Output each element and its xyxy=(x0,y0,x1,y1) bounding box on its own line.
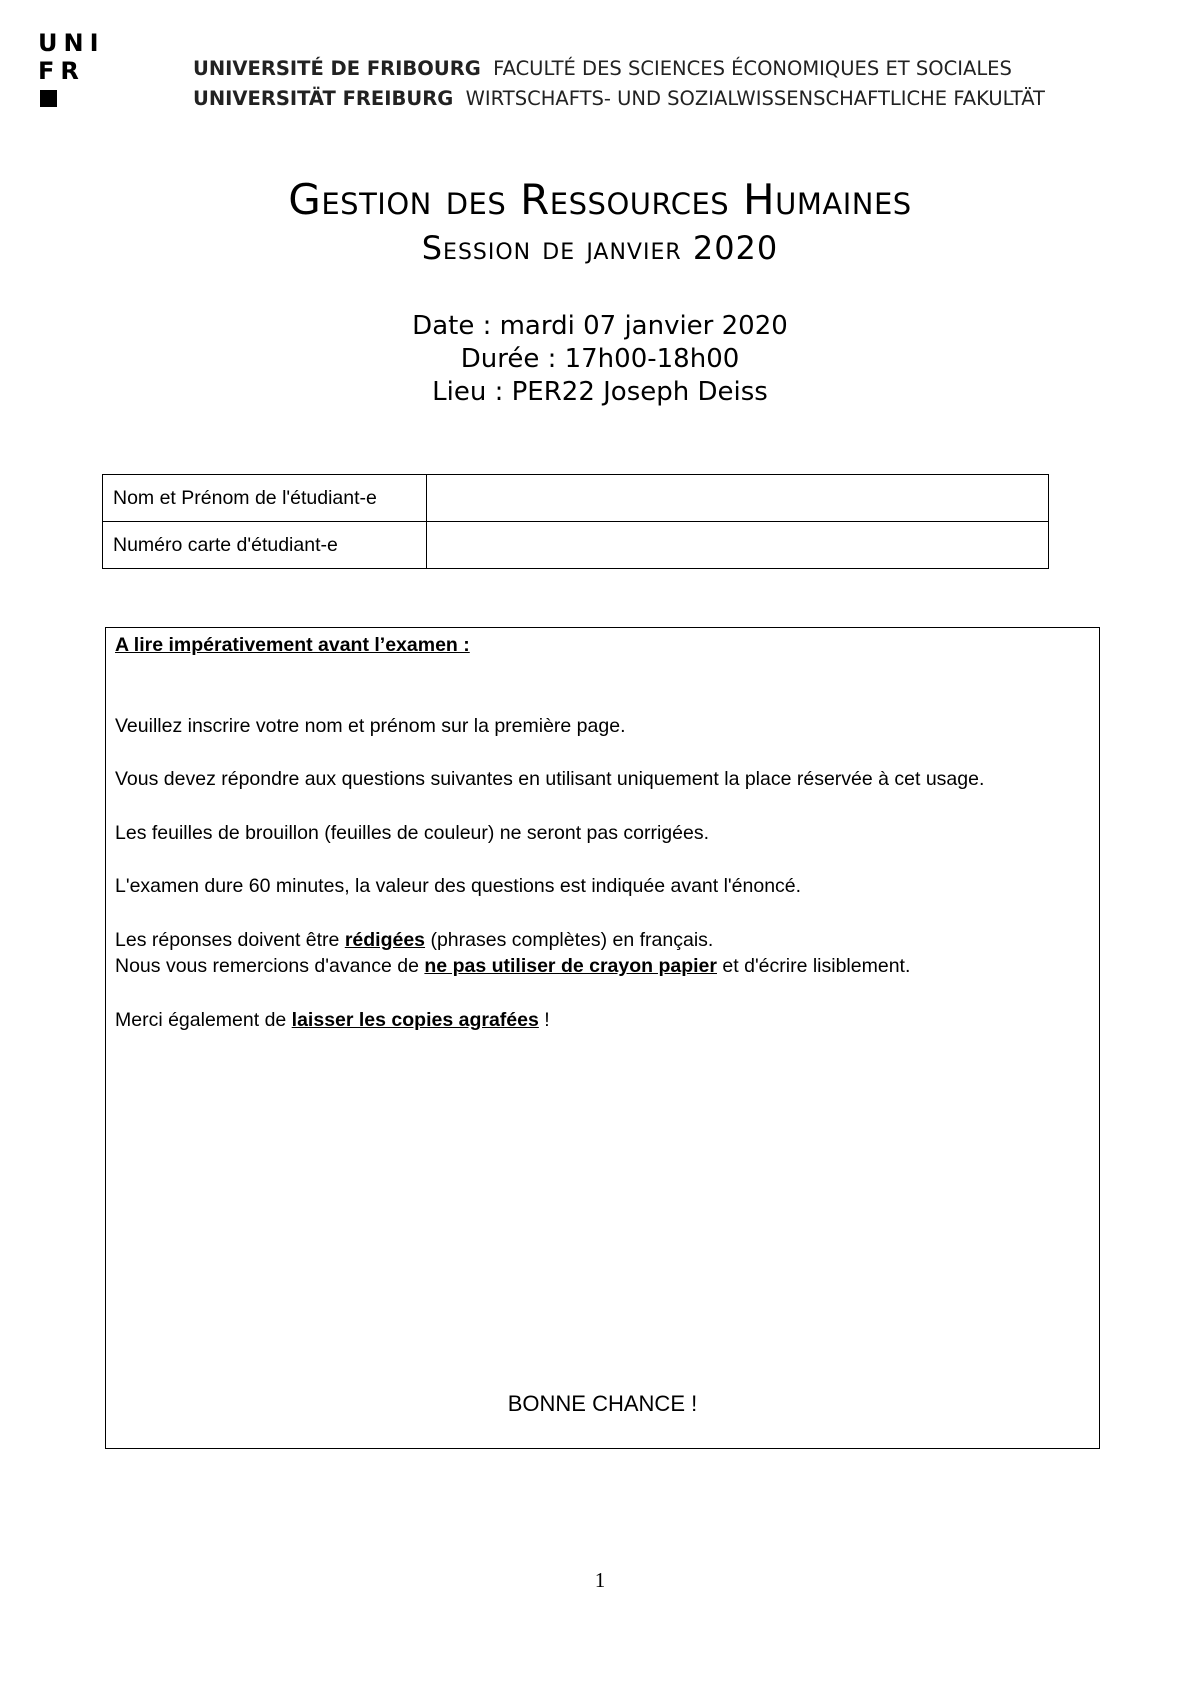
student-card-label: Numéro carte d'étudiant-e xyxy=(103,522,427,569)
page-number: 1 xyxy=(594,1568,606,1592)
instruction-staples-emphasis: laisser les copies agrafées xyxy=(291,1008,539,1031)
instruction-answers-a: Les réponses doivent être xyxy=(115,928,345,951)
instruction-staples-a: Merci également de xyxy=(115,1008,292,1031)
exam-details xyxy=(0,310,1200,409)
instruction-answers xyxy=(115,927,1059,954)
instruction-answers-c: (phrases complètes) en français. xyxy=(425,928,714,951)
university-logo xyxy=(38,29,108,112)
header-university-fr: UNIVERSITÉ DE FRIBOURG xyxy=(193,57,481,80)
instruction-staples-c: ! xyxy=(538,1008,550,1031)
student-name-label: Nom et Prénom de l'étudiant-e xyxy=(103,475,427,522)
logo-square-icon xyxy=(40,90,57,107)
header-line-de xyxy=(193,84,1045,114)
exam-session: Session de janvier 2020 xyxy=(421,229,779,267)
student-card-field[interactable] xyxy=(427,522,1049,569)
student-name-field[interactable] xyxy=(427,475,1049,522)
instruction-space: Vous devez répondre aux questions suivantes en utilisant uniquement la place réservée à cet usage. xyxy=(115,768,985,790)
header-university-de: UNIVERSITÄT FREIBURG xyxy=(193,87,454,110)
table-row xyxy=(103,475,1049,522)
institution-header xyxy=(193,54,1045,114)
logo-text-uni: UNI xyxy=(38,29,105,57)
header-faculty-de: WIRTSCHAFTS- UND SOZIALWISSENSCHAFTLICHE FAKULTÄT xyxy=(465,87,1045,110)
exam-title: Gestion des Ressources Humaines xyxy=(288,175,912,224)
exam-date: Date : mardi 07 janvier 2020 xyxy=(412,311,788,341)
instructions-heading: A lire impérativement avant l’examen : xyxy=(115,634,470,656)
logo-text-fr: FR xyxy=(38,57,85,85)
instructions-box xyxy=(105,627,1100,1449)
instruction-name: Veuillez inscrire votre nom et prénom sur la première page. xyxy=(115,714,626,737)
header-faculty-fr: FACULTÉ DES SCIENCES ÉCONOMIQUES ET SOCIALES xyxy=(493,57,1012,80)
exam-location: Lieu : PER22 Joseph Deiss xyxy=(432,377,768,407)
instruction-staples xyxy=(115,1007,1059,1034)
instruction-pencil-emphasis: ne pas utiliser de crayon papier xyxy=(424,955,717,977)
instruction-pencil xyxy=(115,953,1059,980)
instruction-duration: L'examen dure 60 minutes, la valeur des questions est indiquée avant l'énoncé. xyxy=(115,875,802,897)
instruction-draft: Les feuilles de brouillon (feuilles de couleur) ne seront pas corrigées. xyxy=(115,821,709,844)
table-row xyxy=(103,522,1049,569)
instruction-answers-emphasis: rédigées xyxy=(344,928,426,951)
exam-duration: Durée : 17h00-18h00 xyxy=(460,344,740,374)
good-luck-text: BONNE CHANCE ! xyxy=(507,1391,698,1416)
instruction-pencil-a: Nous vous remercions d'avance de xyxy=(115,955,425,977)
header-line-fr xyxy=(193,54,1045,84)
student-info-table xyxy=(102,474,1049,569)
instruction-pencil-c: et d'écrire lisiblement. xyxy=(717,955,911,977)
